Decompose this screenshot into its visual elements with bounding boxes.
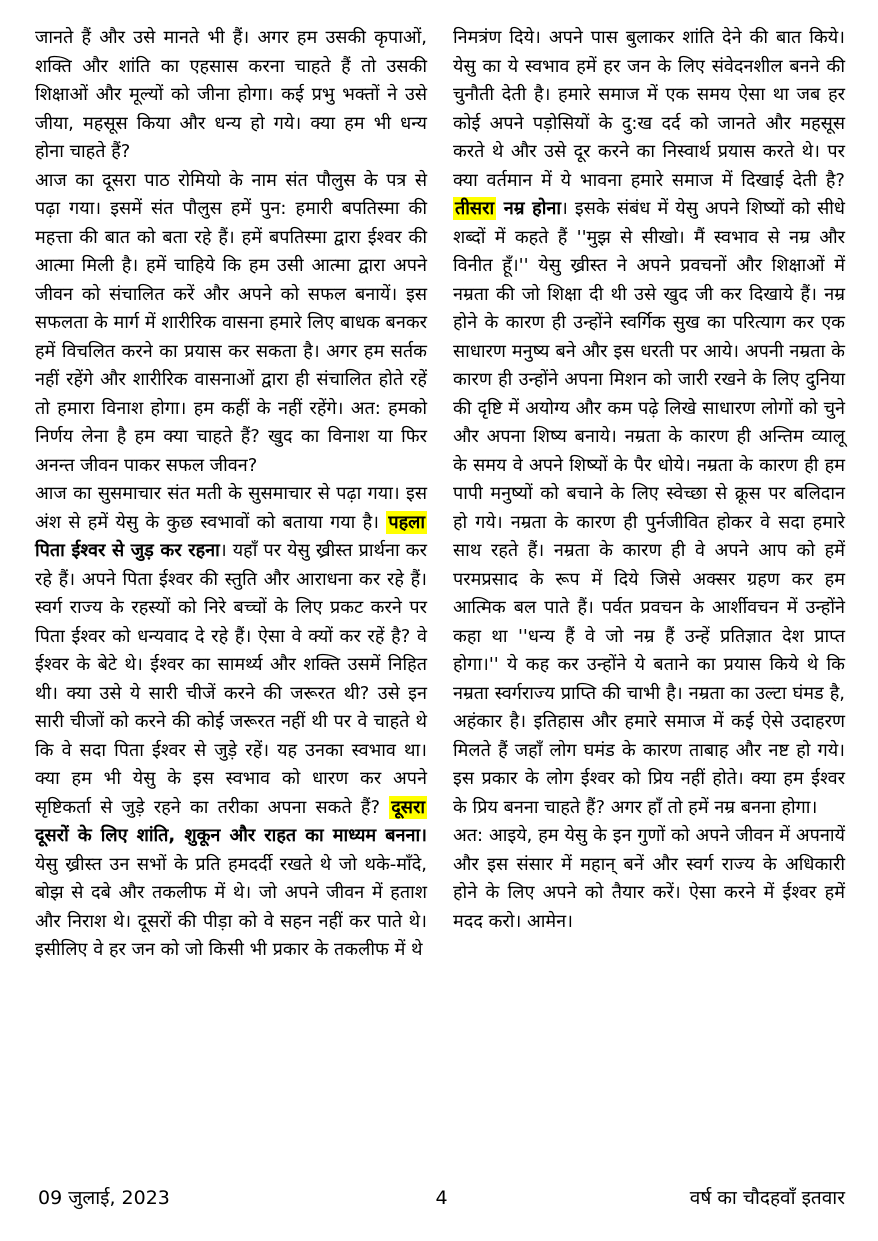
page-footer bbox=[38, 1184, 845, 1210]
body-text: निमत्रंण दिये। अपने पास बुलाकर शांति देने की बात किये। येसु का ये स्वभाव हमें हर जन के लिए संवेदनशील बनने की चुनौती देती है। हमारे समाज में एक समय ऐसा था जब हर कोई अपने पड़ोसियों के दु:ख दर्द को जानते और महसूस करते थे और उसे दूर करने का निस्वार्थ प्रयास करते थे। पर क्या वर्तमान में ये भावना हमारे समाज में दिखाई देती है? bbox=[453, 27, 845, 191]
highlighted-heading: पहला bbox=[388, 511, 425, 533]
highlighted-heading: दूसरा bbox=[391, 796, 425, 818]
paragraph bbox=[35, 480, 427, 965]
two-column-text-body bbox=[35, 24, 845, 965]
bold-heading: नम्र होना bbox=[496, 198, 562, 219]
bold-heading: दूसरों के लिए शांति, शुकून और राहत का माध्यम बनना। bbox=[35, 825, 427, 846]
footer-date: 09 जुलाई, 2023 bbox=[38, 1187, 170, 1209]
paragraph bbox=[453, 24, 845, 822]
text-column-right bbox=[453, 24, 845, 965]
bold-heading: पिता ईश्वर से जुड़ कर रहना bbox=[35, 540, 220, 561]
body-text: जानते हैं और उसे मानते भी हैं। अगर हम उसकी कृपाओं, शक्ति और शांति का एहसास करना चाहते हैं तो उसकी शिक्षाओं और मूल्यों को जीना होगा। कई प्रभु भक्तों ने उसे जीया, महसूस किया और धन्य हो गये। क्या हम भी धन्य होना चाहते हैं? bbox=[35, 27, 427, 162]
footer-title: वर्ष का चौदहवाँ इतवार bbox=[689, 1187, 845, 1209]
body-text: आज का सुसमाचार संत मती के सुसमाचार से पढ़ा गया। इस अंश से हमें येसु के कुछ स्वभावों को बताया गया है। bbox=[35, 483, 427, 533]
body-text: । यहाँ पर येसु ख्रीस्त प्रार्थना कर रहे हैं। अपने पिता ईश्वर की स्तुति और आराधना कर रहे हैं। स्वर्ग राज्य के रहस्यों को निरे बच्चों के लिए प्रकट करने पर पिता ईश्वर को धन्यवाद दे रहे हैं। ऐसा वे क्यों कर रहें है? वे ईश्वर के बेटे थे। ईश्वर का सामर्थ्य और शक्ति उसमें निहित थी। क्या उसे ये सारी चीजें करने की जरूरत थी? उसे इन सारी चीजों को करने की कोई जरूरत नहीं थी पर वे चाहते थे कि वे सदा पिता ईश्वर से जुड़े रहें। यह उनका स्वभाव था। क्या हम भी येसु के इस स्वभाव को धारण कर अपने सृष्टिकर्ता से जुड़े रहने का तरीका अपना सकते हैं? bbox=[35, 540, 427, 818]
footer-page-number: 4 bbox=[435, 1187, 448, 1209]
body-text: आज का दूसरा पाठ रोमियो के नाम संत पौलुस के पत्र से पढ़ा गया। इसमें संत पौलुस हमें पुन: हमारी बपतिस्मा की महत्ता की बात को बता रहे हैं। हमें बपतिस्मा द्वारा ईश्वर की आत्मा मिली है। हमें चाहिये कि हम उसी आत्मा द्वारा अपने जीवन को संचालित करें और अपने को सफल बनायें। इस सफलता के मार्ग में शारीरिक वासना हमारे लिए बाधक बनकर हमें विचलित करने का प्रयास कर सकता है। अगर हम सर्तक नहीं रहेंगे और शारीरिक वासनाओं द्वारा ही संचालित होते रहें तो हमारा विनाश होगा। हम कहीं के नहीं रहेंगे। अत: हमको निर्णय लेना है हम क्या चाहते हैं? खुद का विनाश या फिर अनन्त जीवन पाकर सफल जीवन? bbox=[35, 169, 427, 476]
highlighted-heading: तीसरा bbox=[455, 198, 495, 219]
body-text: अत: आइये, हम येसु के इन गुणों को अपने जीवन में अपनायें और इस संसार में महान् बनें और स्वर्ग राज्य के अधिकारी होने के लिए अपने को तैयार करें। ऐसा करने में ईश्वर हमें मदद करो। आमेन। bbox=[453, 825, 845, 932]
paragraph bbox=[35, 24, 427, 167]
paragraph bbox=[35, 167, 427, 481]
text-column-left bbox=[35, 24, 427, 965]
paragraph bbox=[453, 822, 845, 936]
body-text: । इसके संबंध में येसु अपने शिष्यों को सीधे शब्दों में कहते हैं ''मुझ से सीखो। मैं स्वभाव से नम्र और विनीत हूँ।'' येसु ख्रीस्त ने अपने प्रवचनों और शिक्षाओं में नम्रता की जो शिक्षा दी थी उसे खुद जी कर दिखाये हैं। नम्र होने के कारण ही उन्होंने स्वर्गिक सुख का परित्याग कर एक साधारण मनुष्य बने और इस धरती पर आये। अपनी नम्रता के कारण ही उन्होंने अपना मिशन को जारी रखने के लिए दुनिया की दृष्टि में अयोग्य और कम पढ़े लिखे साधारण लोगों को चुने और अपना शिष्य बनाये। नम्रता के कारण ही अन्तिम व्यालू के समय वे अपने शिष्यों के पैर धोये। नम्रता के कारण ही हम पापी मनुष्यों को बचाने के लिए स्वेच्छा से क्रूस पर बलिदान हो गये। नम्रता के कारण ही पुर्नजीवित होकर वे सदा हमारे साथ रहते हैं। नम्रता के कारण ही वे अपने आप को हमें परमप्रसाद के रूप में दिये जिसे अक्सर ग्रहण कर हम आत्मिक बल पाते हैं। पर्वत प्रवचन के आर्शीवचन में उन्होंने कहा था ''धन्य हैं वे जो नम्र हैं उन्हें प्रतिज्ञात देश प्राप्त होगा।'' ये कह कर उन्होंने ये बताने का प्रयास किये थे कि नम्रता स्वर्गराज्य प्राप्ति की चाभी है। नम्रता का उल्टा घंमड है, अहंकार है। इतिहास और हमारे समाज में कई ऐसे उदाहरण मिलते हैं जहाँ लोग घमंड के कारण ताबाह और नष्ट हो गये। इस प्रकार के लोग ईश्वर को प्रिय नहीं होते। क्या हम ईश्वर के प्रिय बनना चाहते हैं? अगर हाँ तो हमें नम्र बनना होगा। bbox=[453, 198, 845, 818]
body-text: येसु ख्रीस्त उन सभों के प्रति हमदर्दी रखते थे जो थके-माँदे, बोझ से दबे और तकलीफ में थे। जो अपने जीवन में हताश और निराश थे। दूसरों की पीड़ा को वे सहन नहीं कर पाते थे। इसीलिए वे हर जन को जो किसी भी प्रकार के तकलीफ में थे bbox=[35, 853, 427, 960]
